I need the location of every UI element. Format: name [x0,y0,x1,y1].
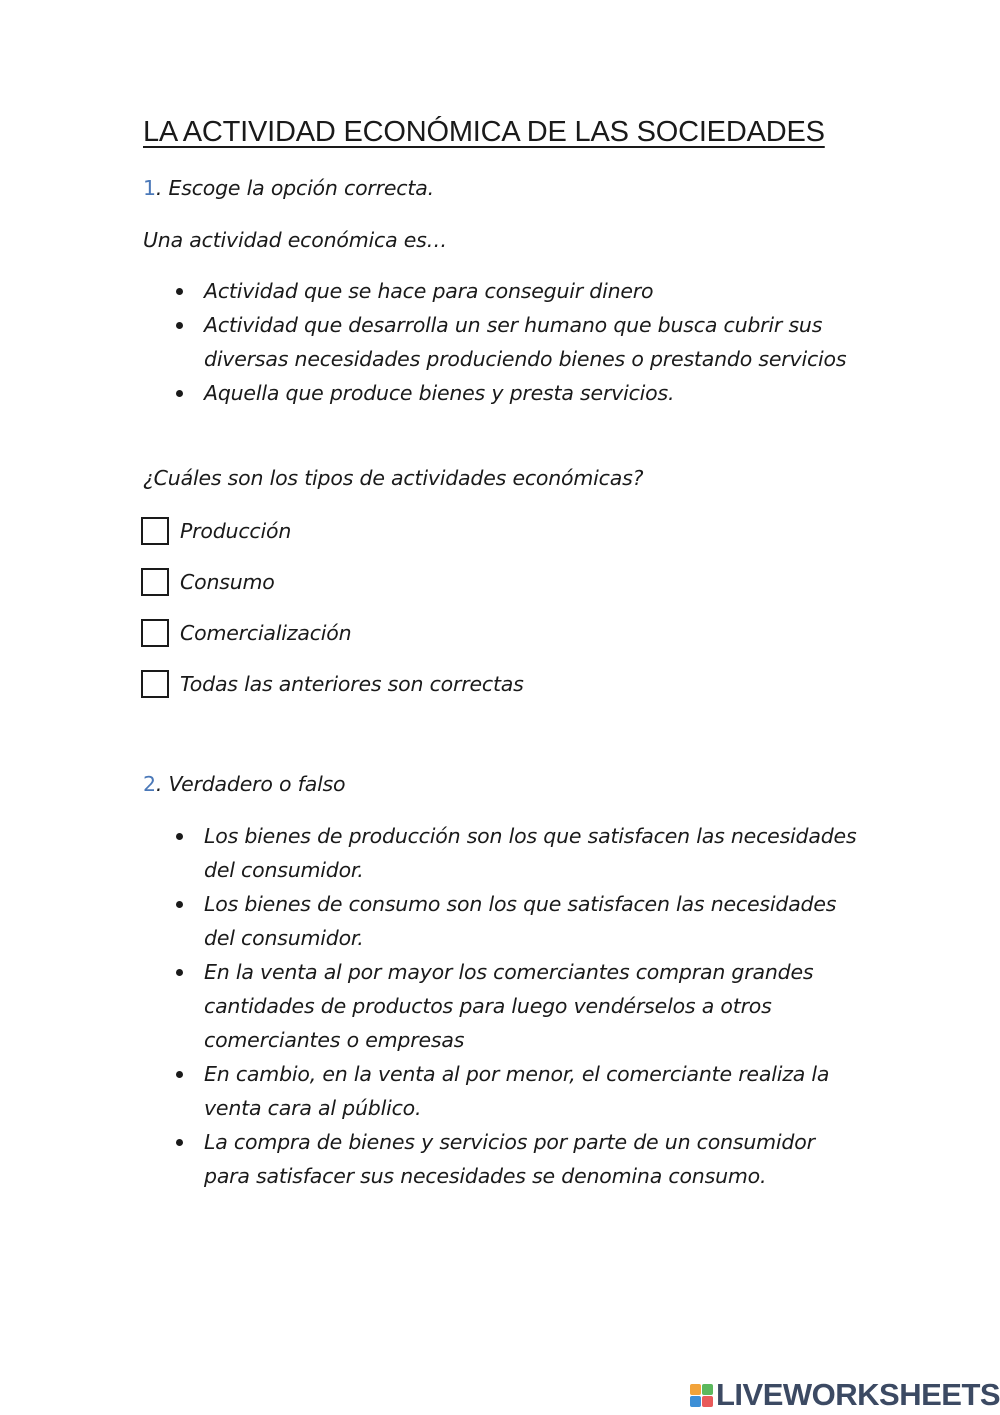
checkbox-label: Consumo [180,570,275,594]
option-item[interactable]: Actividad que desarrolla un ser humano que busca cubrir sus diversas necesidades produciendo bienes o prestando servicios [170,308,860,376]
checkbox[interactable] [141,670,169,698]
page-title: LA ACTIVIDAD ECONÓMICA DE LAS SOCIEDADES [143,116,825,148]
option-list [170,274,860,410]
checkbox[interactable] [141,517,169,545]
logo-square-icon [690,1384,701,1395]
logo-square-icon [690,1396,701,1407]
section-2-heading [143,772,345,796]
logo-square-icon [702,1396,713,1407]
checkbox-label: Comercialización [180,621,352,645]
checkbox[interactable] [141,619,169,647]
checkbox-row-consumo[interactable] [141,568,275,596]
checkbox-row-todas[interactable] [141,670,524,698]
logo-text: LIVEWORKSHEETS [716,1377,1000,1412]
section-2-heading-text: . Verdadero o falso [155,772,346,796]
liveworksheets-logo [690,1377,1000,1413]
statement-list [170,819,860,1193]
question-activity-definition: Una actividad económica es… [143,228,447,252]
checkbox-label: Todas las anteriores son correctas [180,672,524,696]
question-activity-types: ¿Cuáles son los tipos de actividades económicas? [143,466,644,490]
statement-item[interactable]: En la venta al por mayor los comerciantes compran grandes cantidades de productos para luego vendérselos a otros comerciantes o empresas [170,955,860,1057]
statement-item[interactable]: En cambio, en la venta al por menor, el comerciante realiza la venta cara al público. [170,1057,860,1125]
statement-item[interactable]: Los bienes de consumo son los que satisfacen las necesidades del consumidor. [170,887,860,955]
section-2-number: 2 [143,772,156,796]
logo-square-icon [702,1384,713,1395]
option-item[interactable]: Aquella que produce bienes y presta servicios. [170,376,860,410]
checkbox-row-comercializacion[interactable] [141,619,351,647]
checkbox-label: Producción [180,519,292,543]
section-1-heading-text: . Escoge la opción correcta. [155,176,434,200]
logo-mark-icon [690,1384,713,1407]
section-1-heading [143,176,434,200]
statement-item[interactable]: La compra de bienes y servicios por parte de un consumidor para satisfacer sus necesidades se denomina consumo. [170,1125,860,1193]
option-item[interactable]: Actividad que se hace para conseguir dinero [170,274,860,308]
checkbox-row-produccion[interactable] [141,517,291,545]
statement-item[interactable]: Los bienes de producción son los que satisfacen las necesidades del consumidor. [170,819,860,887]
checkbox[interactable] [141,568,169,596]
section-1-number: 1 [143,176,156,200]
